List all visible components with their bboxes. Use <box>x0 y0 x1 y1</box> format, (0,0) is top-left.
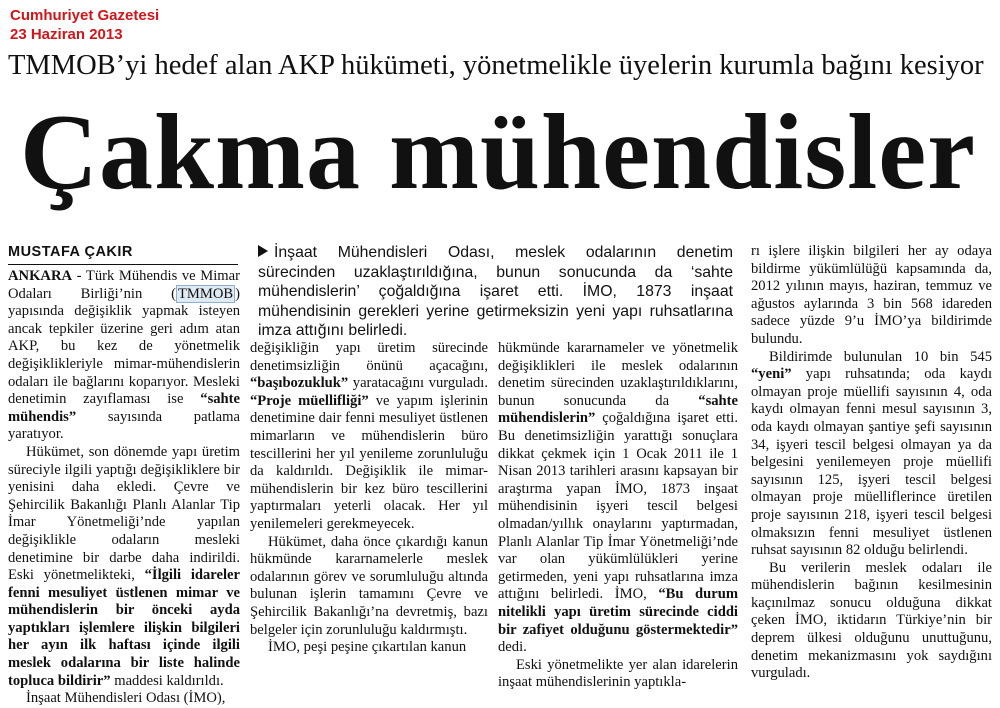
paragraph <box>751 349 992 560</box>
paragraph <box>8 444 240 690</box>
paragraph <box>498 340 738 657</box>
quote-bold: “İlgili idareler fenni mesuliyet üstlenen mimar ve mühendislerin bir önceki ayda yaptıkları işlemlere ilişkin bilgileri her ayın ilk haftası içinde ilgili meslek odalarına bir liste halinde topluca bildirir” <box>8 567 241 689</box>
paragraph: Eski yönetmelikte yer alan idarelerin inşaat mühendislerinin yaptıkla- <box>498 656 738 691</box>
quote-bold: “yeni” <box>751 366 792 383</box>
dateline-city: ANKARA <box>8 268 73 284</box>
paragraph: İMO, peşi peşine çıkartılan kanun <box>268 639 467 656</box>
paragraph <box>250 340 488 534</box>
quote-bold: “Bu durum nitelikli yapı üretim sürecinde ciddi bir zafiyet olduğunu göstermektedir” <box>498 586 738 638</box>
paragraph: rı işlere ilişkin bilgileri her ay odaya bildirme yükümlülüğü kapsamında da, 2012 yılının mayıs, haziran, temmuz ve ağustos aylarında 3 bin 568 idareden sadece yüzde 9’u İMO’ya bildirimde bulundu. <box>751 243 992 347</box>
paragraph-text: yaratacağını vurguladı. <box>348 375 488 392</box>
triangle-bullet-icon <box>258 245 268 257</box>
lead-text-a: - Türk Mühendis ve Mimar Odaları Birliği’nin ( <box>8 268 240 302</box>
article-column-4 <box>751 243 992 689</box>
headline: Çakma mühendisler <box>20 93 977 212</box>
publication-date: 23 Haziran 2013 <box>10 26 123 43</box>
quote-bold: “Proje müellifliği” <box>250 392 369 409</box>
spot-text: İnşaat Mühendisleri Odası, meslek odalarının denetim sürecinden uzaklaştırıldığına, bunun sonucunda da ‘sahte mühendislerin’ çoğaldığına işaret etti. İMO, 1873 inşaat mühendisinin gerekleri yerine getirmeksizin yeni yapı ruhsatlarına imza attığını belirledi. <box>258 244 733 339</box>
paragraph-text: çoğaldığına işaret etti. Bu denetimsizliğin yarattığı sonuçlara dikkat çekmek için 1 Ocak 2011 ile 1 Nisan 2013 tarihleri arasını kapsayan bir araştırma yapan İMO, 1873 inşaat mühendisinin işyeri tescil belgesi olmadan/yıllık onaylarını yaptırmadan, Planlı Alanlar Tip İmar Yönetmeliği’nde var olan yükümlülükleri yerine getirmeden, yeni yapı ruhsatlarına imza attığını belirledi. İMO, <box>498 410 738 603</box>
lead-text-c: sayısında patlama yaratıyor. <box>8 408 240 443</box>
newspaper-name: Cumhuriyet Gazetesi <box>10 7 160 24</box>
paragraph-text: değişikliğin yapı üretim sürecinde denetimsizliğin önünü açacağını, <box>250 340 488 374</box>
paragraph-text: ve yapım işlerinin denetimine dair fenni mesuliyet üstlenen mimarların ve mühendislerin büro tescillerini her yıl yenileme zorunluluğu da kaldırıldı. Değişiklik ile mimar-mühendislerin bir kez büro tescillerini yaptırmaları yeterli olacak. Her yıl yenilemeleri gerekmeyecek. <box>250 392 488 532</box>
quote-bold: “başıbozukluk” <box>250 375 349 392</box>
article-column-2 <box>250 340 488 689</box>
paragraph-text: yapı ruhsatında; oda kaydı olmayan proje müellifi sayısının 4, oda kaydı olmayan fenni mesul sayısının 3, oda kaydı olmayan şantiye şefi sayısının 34, işyeri tescil belgesi olmayan ya da belgesini yenilemeyen proje müellifi sayısının 125, işyeri tescil belgesi olmayan proje müelliflerince üretilen proje sayısının 218, işyeri tescil belgesi olmaksızın fenni mesuliyet üstlenen ruhsat sayısının 82 olduğu belirlendi. <box>751 366 992 559</box>
paragraph-text: Hükümet, son dönemde yapı üretim süreciyle ilgili yaptığı değişikliklere bir yenisini daha ekledi. Çevre ve Şehircilik Bakanlığı Planlı Alanlar Tip İmar Yönetmeliği’nde yapılan değişiklikle odaların mesleki denetimine bir darbe daha indirildi. Eski yönetmelikteki, <box>8 443 240 584</box>
tmmob-highlight: TMMOB <box>177 285 234 302</box>
paragraph-text: hükmünde kararnameler ve yönetmelik değişiklikleri ile meslek odalarının denetim sürecinden uzaklaştırıldıklarını, bunun sonucunda da <box>498 340 738 409</box>
source-block <box>10 6 159 44</box>
spot-summary <box>258 243 733 341</box>
lead-text-b: ) yapısında değişiklik yapmak isteyen ancak tepkiler üzerine geri adım atan AKP, bu kez de yönetmelik değişiklikleriyle mimar-mühendislerin odaları ile bağlarını koparıyor. Mesleki denetimin zayıflaması ise <box>8 285 240 408</box>
paragraph-text: dedi. <box>498 639 527 656</box>
lead-paragraph <box>8 268 240 444</box>
paragraph: Hükümet, daha önce çıkardığı kanun hükmünde kararnamelerle meslek odalarının görev ve sorumluluğu altında bulunan işlerin tamamını Çevre ve Şehircilik Bakanlığı’na devretmiş, bazı belgeler için zorunluluğu kaldırmıştı. <box>250 533 488 638</box>
paragraph: Bu verilerin meslek odaları ile mühendislerin bağının kesilmesinin kaçınılmaz sonucu olduğuna dikkat çeken İMO, iktidarın Türkiye’nin bir deprem ülkesi olduğunu unuttuğunu, denetim mekanizmasını yok saydığını vurguladı. <box>751 559 992 682</box>
article-column-1 <box>8 268 241 707</box>
paragraph: İnşaat Mühendisleri Odası (İMO), <box>26 690 226 707</box>
article-column-3 <box>498 340 738 689</box>
paragraph-text: maddesi kaldırıldı. <box>110 672 224 689</box>
lead-bold: “sahte mühendis” <box>8 391 240 425</box>
paragraph-text: Bildirimde bulunulan 10 bin 545 <box>769 348 992 365</box>
byline: MUSTAFA ÇAKIR <box>8 243 238 265</box>
supertitle: TMMOB’yi hedef alan AKP hükümeti, yönetmelikle üyelerin kurumla bağını kesiyor <box>8 50 984 81</box>
quote-bold: “sahte mühendislerin” <box>498 392 738 427</box>
